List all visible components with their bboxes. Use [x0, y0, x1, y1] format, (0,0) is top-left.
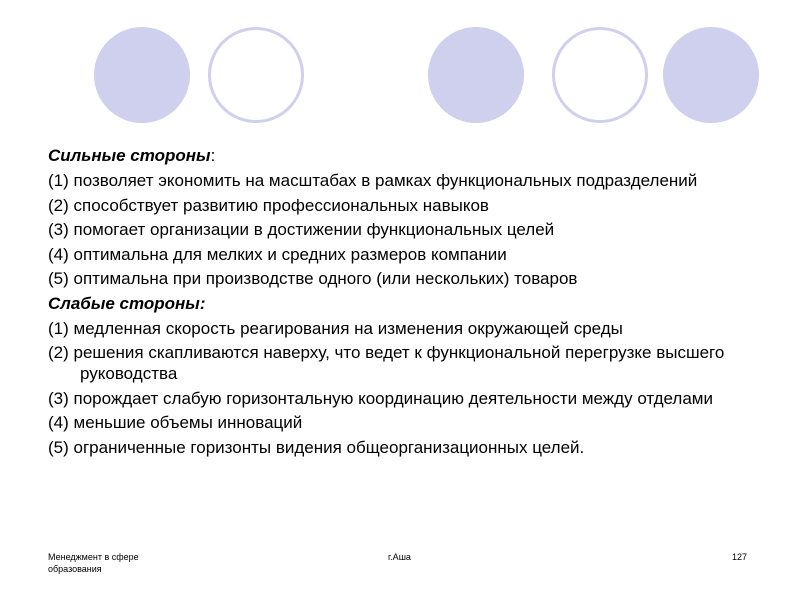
- decorative-circle-3: [428, 27, 524, 123]
- decorative-circle-1: [94, 27, 190, 123]
- decorative-circle-4: [552, 27, 648, 123]
- strength-item-4: (4) оптимальна для мелких и средних размеров компании: [48, 244, 507, 264]
- slide-content: [48, 145, 768, 461]
- decorative-circle-2: [208, 27, 304, 123]
- strengths-heading-line: [48, 145, 768, 166]
- strengths-heading: Сильные стороны: [48, 146, 211, 165]
- weakness-item-1: (1) медленная скорость реагирования на изменения окружающей среды: [48, 318, 623, 338]
- weakness-item-4: (4) меньшие объемы инноваций: [48, 413, 303, 432]
- strength-item-5: (5) оптимальна при производстве одного (или нескольких) товаров: [48, 269, 578, 288]
- strength-item-3: (3) помогает организации в достижении функциональных целей: [48, 220, 555, 239]
- strength-item-1: (1) позволяет экономить на масштабах в рамках функциональных подразделений: [48, 171, 698, 190]
- weakness-item-5: (5) ограниченные горизонты видения общеорганизационных целей.: [48, 437, 585, 457]
- weaknesses-heading: Слабые стороны:: [48, 293, 206, 313]
- weakness-item-2: (2) решения скапливаются наверху, что ведет к функциональной перегрузке высшего руководства: [48, 343, 725, 383]
- decorative-circle-5: [663, 27, 759, 123]
- footer-city: г.Аша: [388, 552, 411, 562]
- footer-page-number: 127: [732, 552, 748, 562]
- strengths-heading-colon: :: [210, 146, 216, 165]
- weakness-item-3: (3) порождает слабую горизонтальную координацию деятельности между отделами: [48, 388, 713, 408]
- footer-course-title: Менеджмент в сфере образования: [48, 552, 139, 574]
- strength-item-2: (2) способствует развитию профессиональных навыков: [48, 195, 489, 215]
